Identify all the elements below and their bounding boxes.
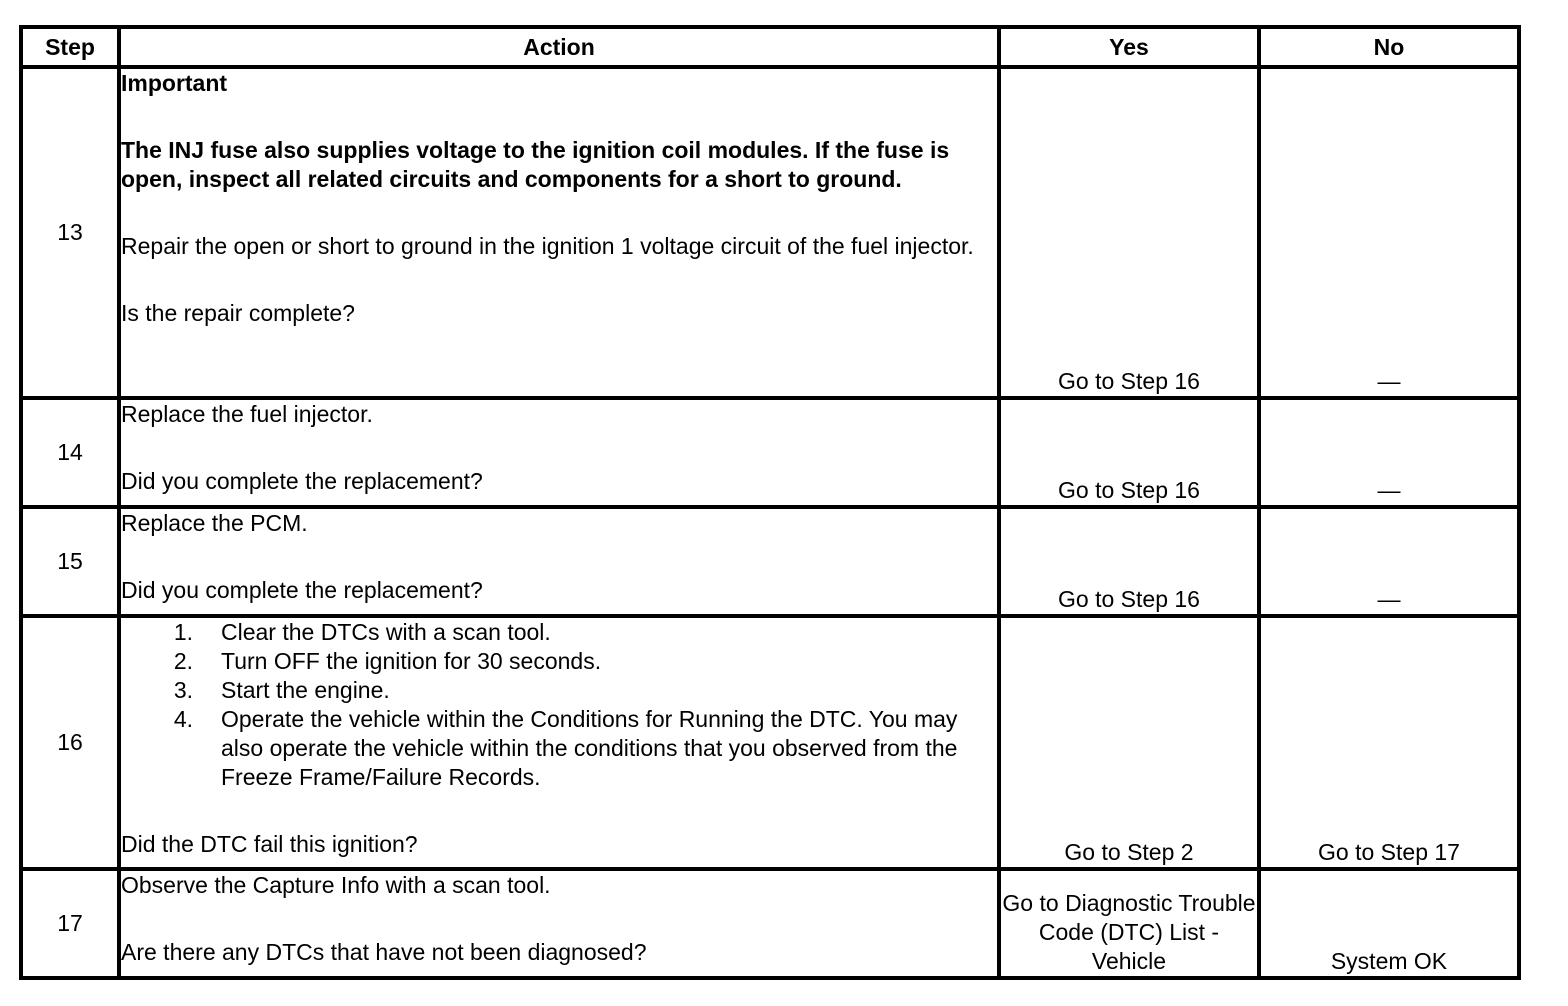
action-cell <box>119 398 999 507</box>
no-result: Go to Step 17 <box>1259 616 1519 869</box>
list-number: 2. <box>173 648 193 674</box>
list-item <box>121 647 997 676</box>
action-cell <box>119 507 999 616</box>
list-item <box>121 618 997 647</box>
procedure-list <box>121 618 997 792</box>
step-number: 17 <box>21 869 119 978</box>
list-number: 3. <box>173 677 193 703</box>
step-number: 15 <box>21 507 119 616</box>
list-number: 1. <box>173 619 193 645</box>
step-number: 16 <box>21 616 119 869</box>
list-text: Start the engine. <box>221 677 390 703</box>
action-question: Did you complete the replacement? <box>121 577 483 603</box>
action-cell <box>119 869 999 978</box>
yes-result: Go to Step 16 <box>999 507 1259 616</box>
list-number: 4. <box>173 706 193 732</box>
table-row <box>21 616 1519 869</box>
action-cell <box>119 616 999 869</box>
action-question: Is the repair complete? <box>121 300 355 326</box>
list-text: Turn OFF the ignition for 30 seconds. <box>221 648 602 674</box>
action-cell <box>119 67 999 398</box>
action-instruction: Observe the Capture Info with a scan tool. <box>121 872 551 898</box>
yes-result: Go to Diagnostic Trouble Code (DTC) List - Vehicle <box>999 869 1259 978</box>
action-instruction: Replace the fuel injector. <box>121 401 373 427</box>
no-result: System OK <box>1259 869 1519 978</box>
no-result: — <box>1259 67 1519 398</box>
table-row <box>21 67 1519 398</box>
table-row <box>21 507 1519 616</box>
header-no: No <box>1259 27 1519 67</box>
important-label: Important <box>121 70 228 96</box>
important-text: The INJ fuse also supplies voltage to the ignition coil modules. If the fuse is open, inspect all related circuits and components for a short to ground. <box>121 137 950 192</box>
list-item <box>121 705 997 792</box>
header-step: Step <box>21 27 119 67</box>
action-question: Did the DTC fail this ignition? <box>121 831 418 857</box>
list-item <box>121 676 997 705</box>
list-text: Operate the vehicle within the Conditions for Running the DTC. You may also operate the vehicle within the conditions that you observed from the Freeze Frame/Failure Records. <box>221 706 958 790</box>
action-instruction: Repair the open or short to ground in the ignition 1 voltage circuit of the fuel injector. <box>121 233 974 259</box>
no-result: — <box>1259 398 1519 507</box>
header-row <box>21 27 1519 67</box>
yes-result: Go to Step 16 <box>999 398 1259 507</box>
step-number: 13 <box>21 67 119 398</box>
action-question: Did you complete the replacement? <box>121 468 483 494</box>
list-text: Clear the DTCs with a scan tool. <box>221 619 551 645</box>
action-question: Are there any DTCs that have not been diagnosed? <box>121 939 647 965</box>
table-row <box>21 398 1519 507</box>
header-action: Action <box>119 27 999 67</box>
yes-result: Go to Step 2 <box>999 616 1259 869</box>
header-yes: Yes <box>999 27 1259 67</box>
action-instruction: Replace the PCM. <box>121 510 308 536</box>
yes-result: Go to Step 16 <box>999 67 1259 398</box>
step-number: 14 <box>21 398 119 507</box>
diagnostic-table <box>19 25 1521 980</box>
no-result: — <box>1259 507 1519 616</box>
table-row <box>21 869 1519 978</box>
